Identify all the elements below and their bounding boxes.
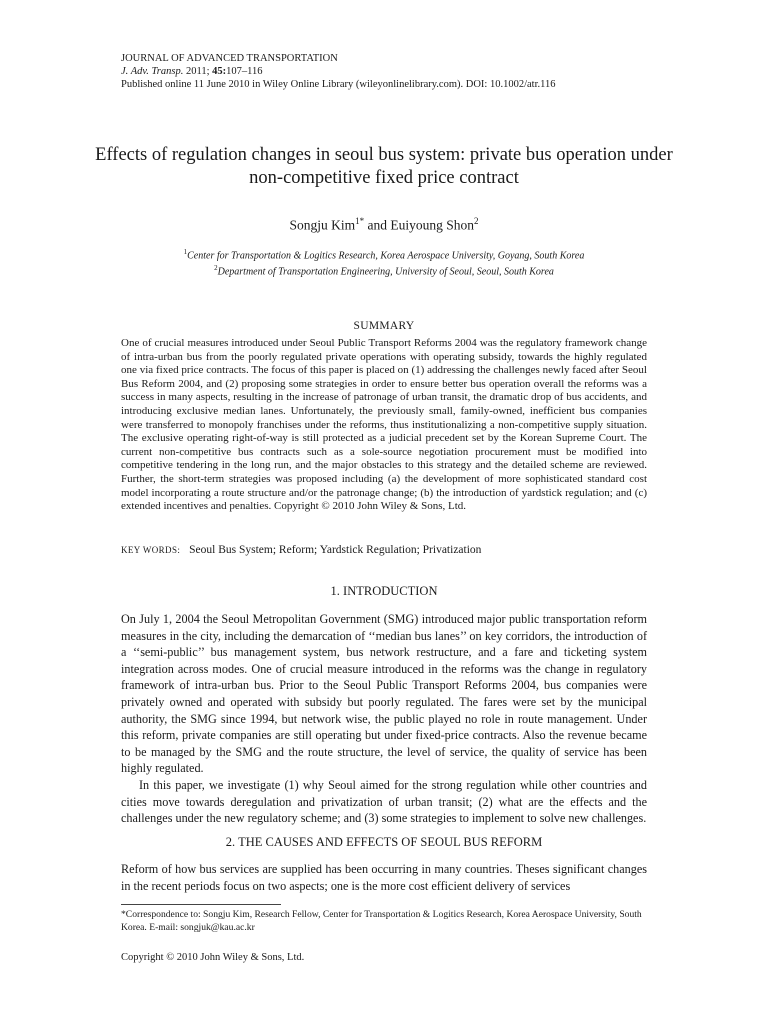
- author-2: Euiyoung Shon: [390, 217, 475, 233]
- section-2-heading: 2. THE CAUSES AND EFFECTS OF SEOUL BUS REFORM: [225, 835, 543, 849]
- footnote: *Correspondence to: Songju Kim, Research Fellow, Center for Transportation & Logitics Research, Korea Aerospace University, South Korea. E-mail: songjuk@kau.ac.kr: [121, 909, 642, 933]
- affiliation-2: [90, 262, 678, 278]
- keywords-label: KEY WORDS:: [121, 545, 181, 555]
- citation-abbrev: J. Adv. Transp.: [121, 66, 184, 77]
- author-1: Songju Kim: [289, 217, 356, 233]
- paper-title: Effects of regulation changes in seoul bus system: private bus operation under non-competitive fixed price contract: [95, 145, 673, 188]
- citation-volume: 45:: [212, 66, 227, 77]
- section-2-body: [121, 861, 647, 894]
- affiliation-2-text: Department of Transportation Engineering, University of Seoul, Seoul, South Korea: [217, 266, 554, 278]
- footnote-divider: [121, 904, 281, 905]
- section-2-paragraph-1: Reform of how bus services are supplied has been occurring in many countries. Theses significant changes in the recent periods focus on two aspects; one is the more cost efficient delivery of services: [121, 862, 647, 893]
- author-connector: and: [367, 217, 387, 233]
- affiliation-1-mark: 1: [183, 248, 188, 256]
- citation-pages: 107–116: [226, 66, 263, 77]
- abstract-text: One of crucial measures introduced under Seoul Public Transport Reforms 2004 was the regulatory framework change of intra-urban bus from the poorly regulated private operations with operating subsidy, towards the highly regulated one via fixed price contracts. The focus of this paper is placed on (1) addressing the challenges newly faced after Seoul Bus Reform 2004, and (2) proposing some strategies in order to ensure better bus operation overall the reforms was a success in many aspects, resulting in the increase of patronage of urban transit, the dramatic drop of bus accidents, and introducing exclusive median lanes. Unfortunately, the previously small, family-owned, inefficient bus companies were transferred to monopoly franchises under the reforms, thus institutionalizing a non-competitive supply situation. The exclusive operating right-of-way is still protected as a judicial precedent set by the Korean Supreme Court. The current non-competitive bus contracts such as a sole-source negotiation procurement must be modified into competitive tendering in the long run, and the major obstacles to this strategy and the detailed scheme are reviewed. Further, the short-term strategies was proposed including (a) the development of more sophisticated standard cost model incorporating a route structure and/or the patronage change; (b) the introduction of yardstick regulation; and (c) extended incentives and penalties. Copyright © 2010 John Wiley & Sons, Ltd.: [121, 337, 647, 513]
- author-2-mark: 2: [474, 216, 479, 226]
- published-line: Published online 11 June 2010 in Wiley Online Library (wileyonlinelibrary.com). DOI: 10.1002/atr.116: [121, 79, 556, 90]
- affiliation-1-text: Center for Transportation & Logitics Research, Korea Aerospace University, Goyang, South Korea: [187, 250, 585, 262]
- affiliation-1: [90, 246, 678, 262]
- author-1-mark: 1*: [355, 216, 365, 226]
- affiliations: [90, 246, 678, 279]
- section-1-paragraph-1: On July 1, 2004 the Seoul Metropolitan Government (SMG) introduced major public transportation reform measures in the city, including the demarcation of ‘‘median bus lanes’’ on key corridors, the introduction of a ‘‘semi-public’’ bus management system, bus network restructure, and a fare and ticketing system integration across modes. One of crucial measure introduced in the reforms was the change in regulatory framework of intra-urban bus. Prior to the Seoul Public Transport Reforms 2004, bus companies were privately owned and operated with subsidy but poorly regulated. The fares were set by the municipal authority, the SMG since 1994, but network wise, the public played no role in route management. Under this reform, private companies are still operating but under fixed-price contracts. Also the revenue became to be managed by the SMG and the route structure, the level of service, the quality of service has been highly regulated.: [121, 612, 647, 776]
- section-1-paragraph-2: In this paper, we investigate (1) why Seoul aimed for the strong regulation while other countries and cities move towards deregulation and privatization of urban transit; (2) what are the effects and the challenges under the new regulatory scheme; and (3) some strategies to implement to solve new challenges.: [121, 777, 647, 826]
- section-1-body: [121, 611, 647, 827]
- citation-year: 2011;: [185, 66, 210, 77]
- section-1-heading: 1. INTRODUCTION: [330, 584, 438, 598]
- keywords-value: Seoul Bus System; Reform; Yardstick Regulation; Privatization: [189, 544, 482, 556]
- affiliation-2-mark: 2: [214, 264, 218, 273]
- citation-line: [121, 65, 555, 78]
- summary-heading: SUMMARY: [353, 320, 415, 332]
- copyright-line: Copyright © 2010 John Wiley & Sons, Ltd.: [121, 952, 305, 963]
- keywords: [121, 544, 481, 556]
- abstract: [121, 337, 647, 514]
- journal-header: [121, 52, 555, 91]
- journal-name: JOURNAL OF ADVANCED TRANSPORTATION: [121, 53, 338, 64]
- author-line: [90, 216, 678, 234]
